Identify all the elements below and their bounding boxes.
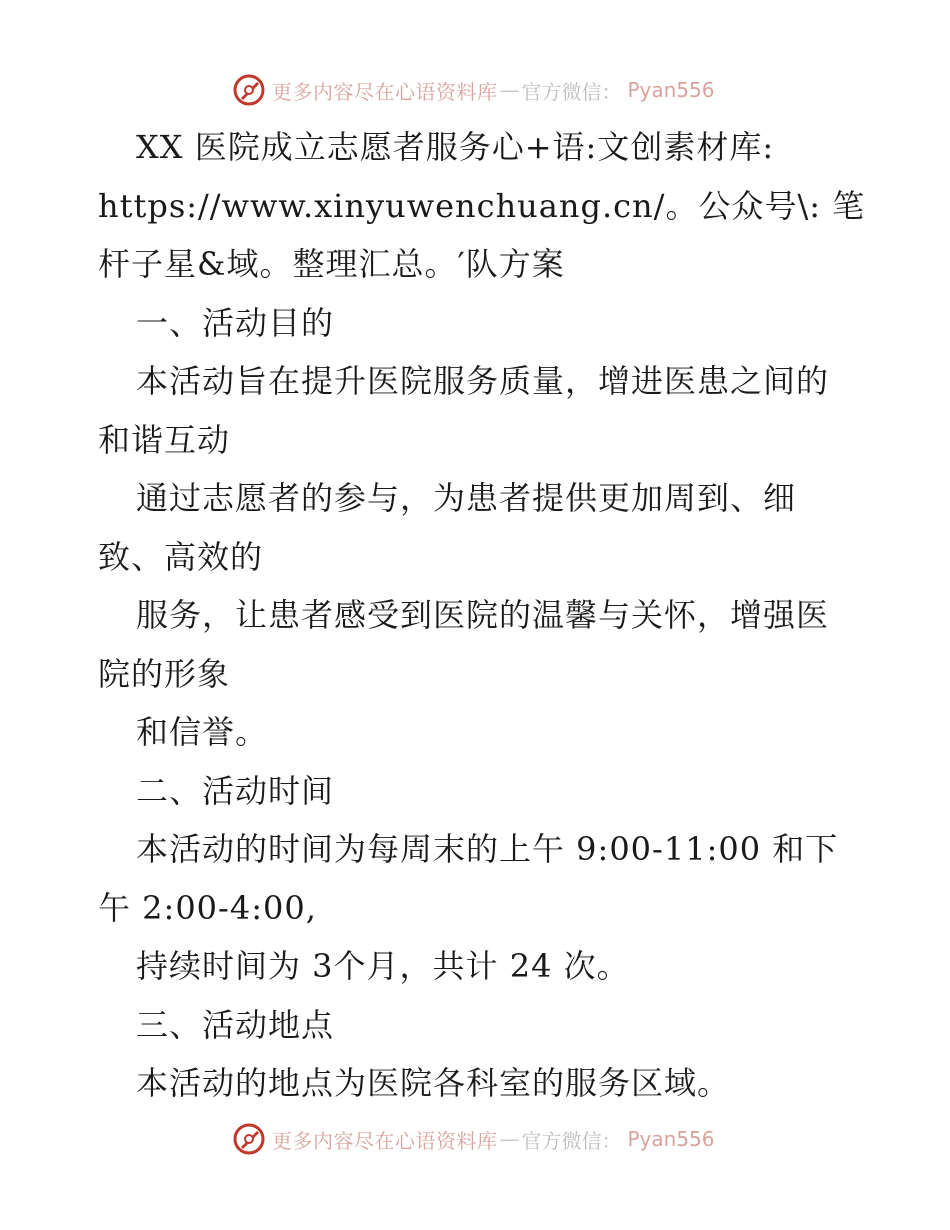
pen-logo-icon <box>232 1122 266 1156</box>
paragraph-line: 本活动的时间为每周末的上午 9:00-11:00 和下 <box>136 830 839 868</box>
banner-wechat-id: Pyan556 <box>627 1127 715 1151</box>
paragraph-line: 致、高效的 <box>98 537 264 576</box>
paragraph-line: 持续时间为 3个月，共计 24 次。 <box>136 947 630 985</box>
paragraph-line: 和信誉。 <box>136 713 269 751</box>
paragraph-line: 和谐互动 <box>98 420 231 459</box>
document-title-line-2: https://www.xinyuwenchuang.cn/。公众号\: 笔 <box>98 186 866 225</box>
banner-colon: ： <box>601 1128 622 1153</box>
paragraph-line: 本活动旨在提升医院服务质量，增进医患之间的 <box>136 362 830 400</box>
header-watermark-banner <box>232 70 715 110</box>
section-heading-location: 三、活动地点 <box>136 1005 335 1044</box>
banner-colon: ： <box>601 79 622 104</box>
paragraph-line: 通过志愿者的参与，为患者提供更加周到、细 <box>136 479 797 517</box>
banner-wechat-label: 官方微信 <box>521 1128 602 1153</box>
footer-watermark-banner <box>232 1119 715 1159</box>
banner-separator: — <box>499 78 520 102</box>
document-title-line-3: 杆子星&域。整理汇总。′队方案 <box>98 245 565 283</box>
paragraph-line: 本活动的地点为医院各科室的服务区域。 <box>136 1064 731 1102</box>
banner-text: 更多内容尽在心语资料库 <box>272 79 498 104</box>
banner-wechat-label: 官方微信 <box>521 79 602 104</box>
banner-separator: — <box>499 1127 520 1151</box>
paragraph-line: 午 2:00-4:00, <box>98 888 317 927</box>
document-body <box>98 118 866 1113</box>
paragraph-line: 院的形象 <box>98 654 231 693</box>
document-title-line-1: XX 医院成立志愿者服务心+语:文创素材库: <box>136 128 775 166</box>
section-heading-purpose: 一、活动目的 <box>136 303 335 342</box>
section-heading-time: 二、活动时间 <box>136 771 335 810</box>
paragraph-line: 服务，让患者感受到医院的温馨与关怀，增强医 <box>136 596 830 634</box>
pen-logo-icon <box>232 73 266 107</box>
banner-text: 更多内容尽在心语资料库 <box>272 1128 498 1153</box>
banner-wechat-id: Pyan556 <box>627 78 715 102</box>
